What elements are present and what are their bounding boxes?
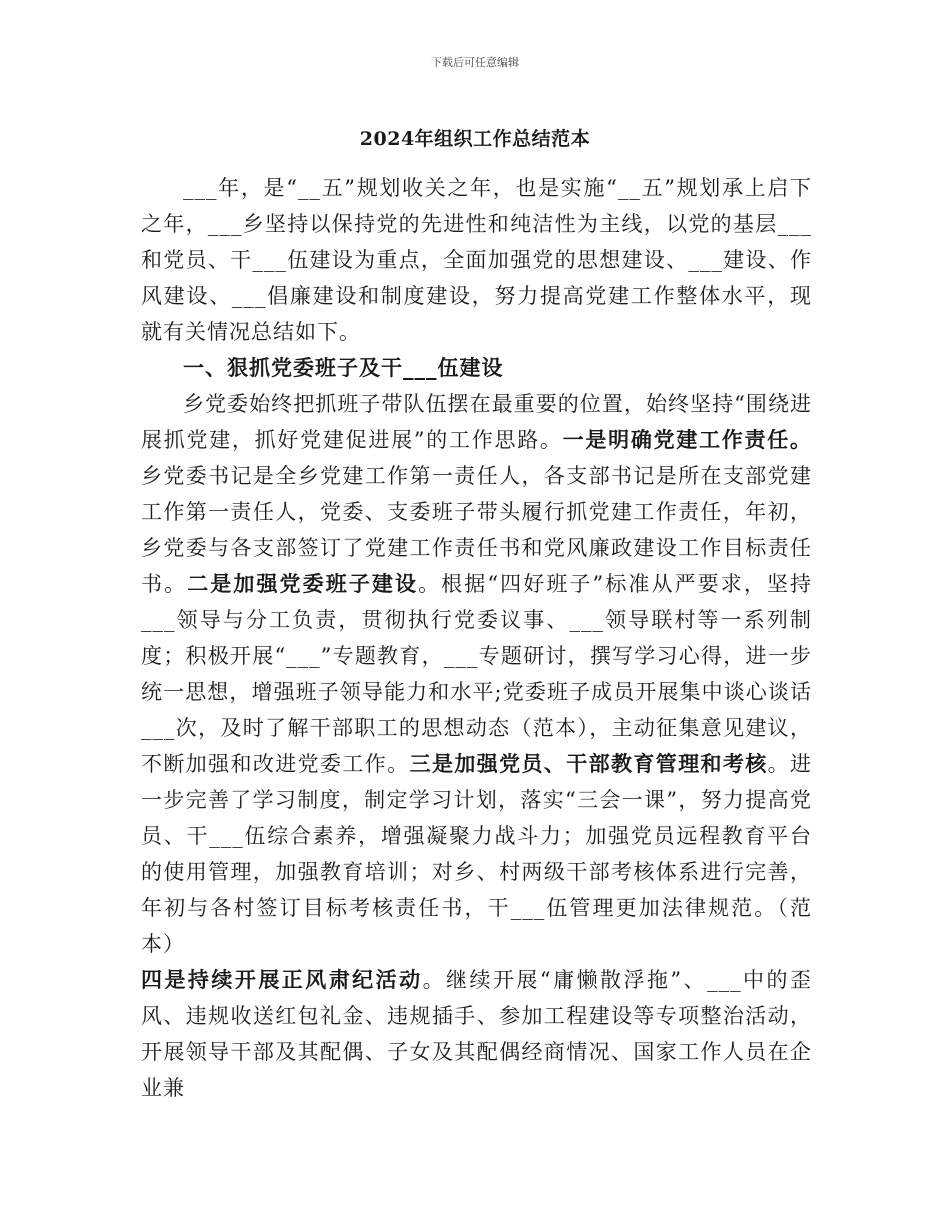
document-title: 2024年组织工作总结范本 — [359, 128, 591, 150]
section-1-paragraph-2 — [141, 962, 812, 1106]
document-body — [141, 170, 812, 1106]
section-1-heading: 一、狠抓党委班子及干___伍建设 — [183, 355, 504, 380]
paragraph-text: 乡党委始终把抓班子带队伍摆在最重要的位置，始终坚持“围绕进展抓党建，抓好党建促进展”的工作思路。 — [141, 392, 812, 452]
paragraph-text: 。根据“四好班子”标准从严要求，坚持___领导与分工负责，贯彻执行党委议事、___领导联村等一系列制度；积极开展“___”专题教育，___专题研讨，撰写学习心得，进一步统一思想，增强班子领导能力和水平;党委班子成员开展集中谈心谈话___次，及时了解干部职工的思想动态（范本），主动征集意见建议，不断加强和改进党委工作。 — [141, 572, 813, 776]
paragraph-text: 乡党委书记是全乡党建工作第一责任人，各支部书记是所在支部党建工作第一责任人，党委、支委班子带头履行抓党建工作责任，年初，乡党委与各支部签订了党建工作责任书和党风廉政建设工作目标责任书。 — [141, 464, 812, 596]
bold-point-3: 三是加强党员、干部教育管理和考核 — [409, 751, 768, 776]
intro-paragraph: ___年，是“__五”规划收关之年，也是实施“__五”规划承上启下之年，___乡坚持以保持党的先进性和纯洁性为主线，以党的基层___和党员、干___伍建设为重点，全面加强党的思想建设、___建设、作风建设、___倡廉建设和制度建设，努力提高党建工作整体水平，现就有关情况总结如下。 — [141, 176, 812, 344]
bold-point-2: 二是加强党委班子建设 — [187, 571, 419, 596]
bold-point-1: 一是明确党建工作责任。 — [562, 427, 813, 452]
header-note: 下载后可任意编辑 — [431, 56, 519, 69]
bold-point-4: 四是持续开展正风肃纪活动 — [141, 967, 423, 992]
paragraph-text: 。进一步完善了学习制度，制定学习计划，落实“三会一课”，努力提高党员、干___伍综合素养，增强凝聚力战斗力；加强党员远程教育平台的使用管理，加强教育培训；对乡、村两级干部考核体系进行完善，年初与各村签订目标考核责任书，干___伍管理更加法律规范。（范本） — [141, 752, 813, 956]
paragraph-text: 。继续开展“庸懒散浮拖”、___中的歪风、违规收送红包礼金、违规插手、参加工程建设等专项整治活动，开展领导干部及其配偶、子女及其配偶经商情况、国家工作人员在企业兼 — [141, 968, 812, 1100]
section-1-paragraph-1 — [141, 386, 812, 962]
